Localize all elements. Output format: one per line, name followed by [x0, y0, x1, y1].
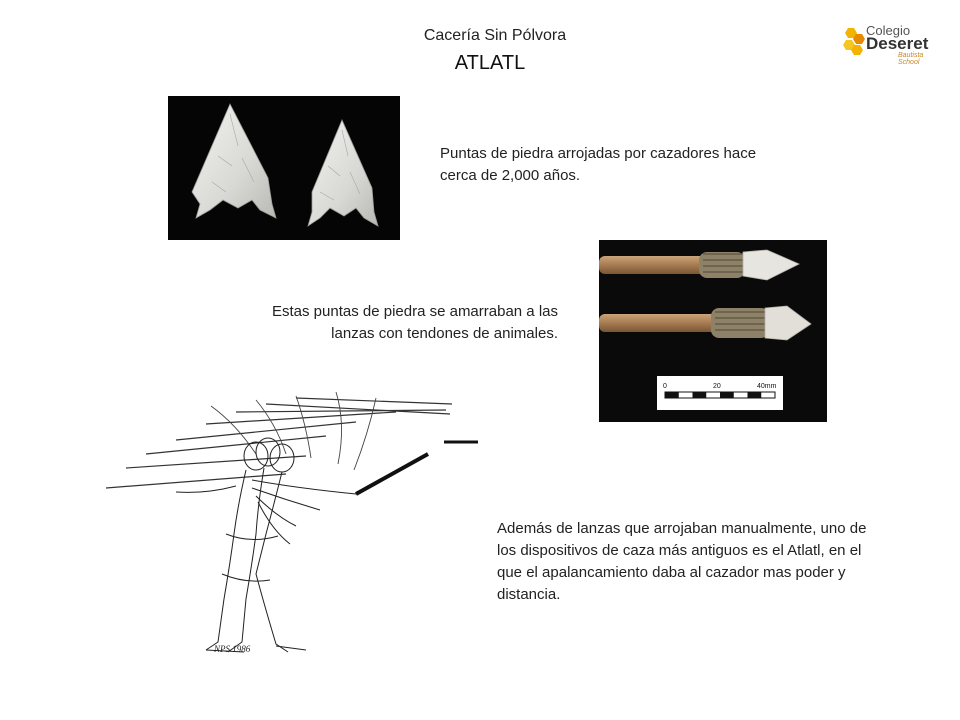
stone-points-photo: [168, 96, 400, 240]
atlatl-thrower-drawing: [106, 384, 478, 664]
scale-tick-0: 0: [663, 383, 667, 390]
scale-tick-40mm: 40mm: [757, 383, 777, 390]
caption-stone-points: Puntas de piedra arrojadas por cazadores hace cerca de 2,000 años.: [440, 145, 757, 184]
logo-name-line2: Deseret: [866, 34, 929, 53]
caption-binding: Estas puntas de piedra se amarraban a las lanzas con tendones de animales.: [271, 303, 558, 342]
caption-atlatl: Además de lanzas que arrojaban manualmente, uno de los dispositivos de caza más antiguos es el Atlatl, en el que el apalancamiento daba al cazador mas poder y distancia.: [497, 520, 867, 603]
logo-name-line1: Colegio: [866, 23, 911, 38]
slide-title: ATLATL: [454, 52, 526, 74]
scale-tick-20: 20: [713, 383, 721, 390]
hafted-spears-photo: [599, 240, 827, 422]
honeycomb-icon: [842, 26, 866, 56]
logo-tagline: Bautista School: [898, 52, 924, 66]
slide-subtitle: Cacería Sin Pólvora: [423, 27, 567, 44]
school-logo: [842, 22, 942, 66]
drawing-signature: NPS 1986: [214, 644, 251, 654]
